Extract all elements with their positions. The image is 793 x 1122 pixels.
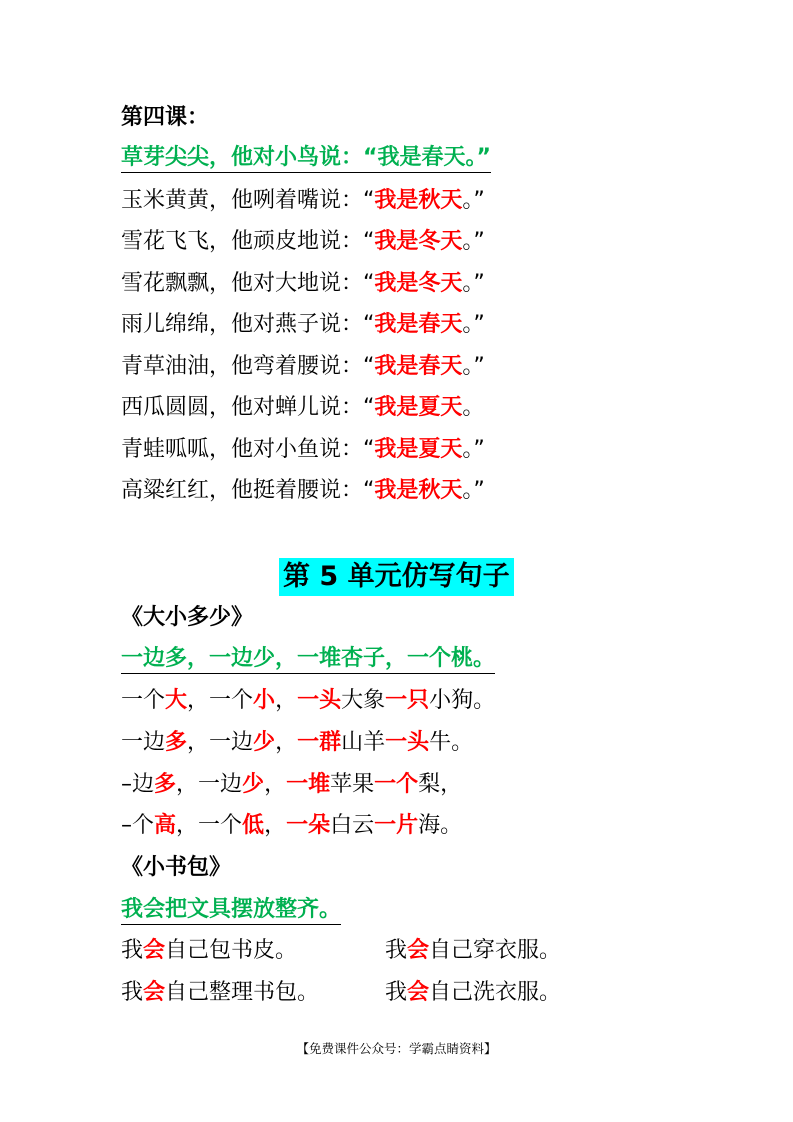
daxiao-line-2 [121,728,473,758]
text-segment: 一边 [121,730,166,755]
text-segment: 山羊 [341,730,386,755]
sentence-suffix: 。 [462,395,485,420]
highlight-text: 一片 [374,813,419,838]
text-segment: ， [275,688,298,713]
text-segment: 小狗。 [429,688,496,713]
page-footer: 【免费课件公众号：学霸点睛资料】 [296,1041,497,1056]
sentence-prefix: 雪花飘飘，他对大地说：“ [121,271,375,296]
text-segment: 苹果 [330,772,375,797]
highlight-text: 小 [253,688,276,713]
text-segment: 大象 [341,688,386,713]
sentence-prefix: 雨儿绵绵，他对燕子说：“ [121,312,375,337]
daxiao-model-sentence [121,644,495,674]
highlight-text: 一头 [297,688,342,713]
text-segment: 白云 [330,813,375,838]
text-segment: 牛。 [429,730,474,755]
highlight-text: 我是夏天 [374,437,463,462]
highlight-text: 我是春天 [374,354,463,379]
highlight-text: 大 [165,688,188,713]
text-segment: ， [264,772,287,797]
text-segment: 一个 [121,688,166,713]
sentence-prefix: 高粱红红，他挺着腰说：“ [121,478,375,503]
sentence-suffix: 。” [462,312,485,337]
sentence-suffix: 。” [462,271,485,296]
highlight-text: 一堆 [286,772,331,797]
highlight-text: 一朵 [286,813,331,838]
text-segment: –个 [121,813,155,838]
lesson4-model-sentence [121,143,491,173]
shubao-row-2 [121,978,681,1008]
highlight-text: 会 [407,938,430,963]
lesson4-line-6 [121,393,484,423]
lesson4-line-2 [121,227,485,257]
text-segment: 我 [385,980,408,1005]
model-sentence-text: 我会把文具摆放整齐。 [121,897,341,925]
highlight-text: 一只 [385,688,430,713]
text-segment: ， [264,813,287,838]
text-segment: ，一个 [187,688,254,713]
daxiao-line-1 [121,686,495,716]
highlight-text: 少 [242,772,265,797]
text-segment: 自己包书皮。 [165,938,298,963]
shubao-item [385,936,561,966]
text-segment: ，一个 [176,813,243,838]
highlight-text: 会 [143,980,166,1005]
sentence-suffix: 。” [462,229,485,254]
highlight-text: 我是秋天 [374,188,463,213]
highlight-text: 低 [242,813,265,838]
daxiao-title: 《大小多少》 [121,605,254,630]
highlight-text: 我是夏天 [374,395,463,420]
highlight-text: 一个 [374,772,419,797]
highlight-text: 少 [253,730,276,755]
sentence-suffix: 。” [462,478,485,503]
shubao-row-1 [121,936,681,966]
shubao-title: 《小书包》 [121,855,232,880]
text-segment: ， [275,730,298,755]
sentence-suffix: 。” [462,354,485,379]
highlight-text: 多 [165,730,188,755]
lesson4-line-4 [121,310,485,340]
shubao-item [121,938,297,963]
highlight-text: 我是冬天 [374,229,463,254]
text-segment: ，一边 [176,772,243,797]
model-sentence-text: 草芽尖尖，他对小鸟说：“我是春天。” [121,145,491,173]
sentence-prefix: 西瓜圆圆，他对蝉儿说：“ [121,395,375,420]
highlight-text: 会 [143,938,166,963]
text-segment: 海。 [418,813,463,838]
highlight-text: 一群 [297,730,342,755]
shubao-model-sentence [121,895,341,925]
text-segment: 梨， [418,772,463,797]
lesson4-line-1 [121,186,485,216]
sentence-prefix: 青草油油，他弯着腰说：“ [121,354,375,379]
text-segment: 我 [385,938,408,963]
text-segment: 我 [121,938,144,963]
sentence-prefix: 雪花飞飞，他顽皮地说：“ [121,229,375,254]
text-segment: 自己整理书包。 [165,980,320,1005]
sentence-prefix: 玉米黄黄，他咧着嘴说：“ [121,188,375,213]
model-sentence-text: 一边多，一边少，一堆杏子，一个桃。 [121,646,495,674]
daxiao-line-4 [121,811,462,841]
sentence-suffix: 。” [462,188,485,213]
highlight-text: 一头 [385,730,430,755]
shubao-item [121,980,319,1005]
highlight-text: 我是冬天 [374,271,463,296]
daxiao-line-3 [121,770,462,800]
text-segment: –边 [121,772,155,797]
highlight-text: 我是春天 [374,312,463,337]
lesson4-line-3 [121,269,485,299]
highlight-text: 高 [154,813,177,838]
highlight-text: 会 [407,980,430,1005]
text-segment: ，一边 [187,730,254,755]
highlight-text: 多 [154,772,177,797]
sentence-prefix: 青蛙呱呱，他对小鱼说：“ [121,437,375,462]
lesson4-line-8 [121,476,485,506]
text-segment: 自己洗衣服。 [429,980,562,1005]
unit5-heading: 第 5 单元仿写句子 [279,558,514,596]
lesson4-title: 第四课： [121,105,210,130]
highlight-text: 我是秋天 [374,478,463,503]
sentence-suffix: 。” [462,437,485,462]
text-segment: 我 [121,980,144,1005]
shubao-item [385,978,561,1008]
lesson4-line-7 [121,435,485,465]
text-segment: 自己穿衣服。 [429,938,562,963]
lesson4-line-5 [121,352,485,382]
